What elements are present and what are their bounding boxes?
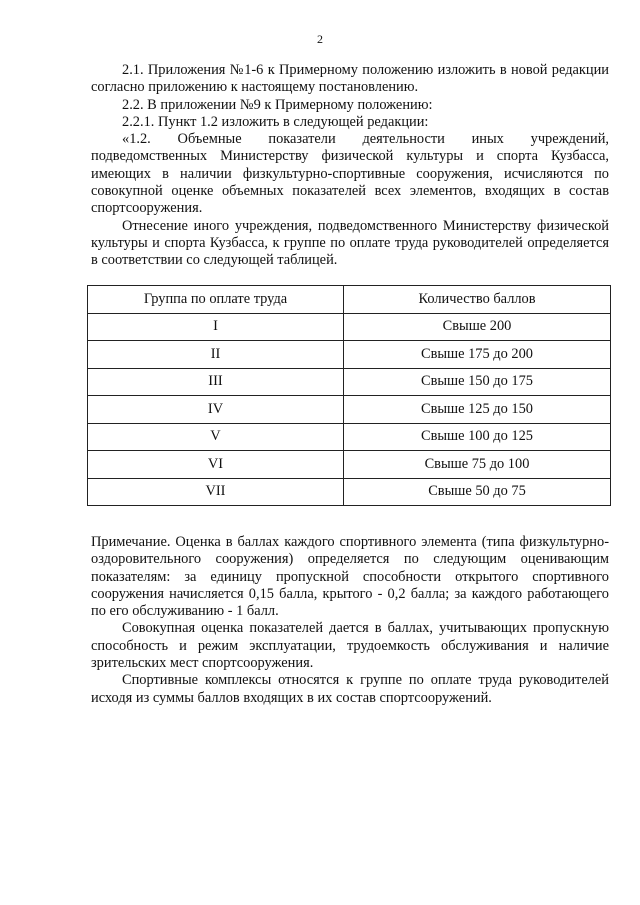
table-row bbox=[88, 451, 611, 479]
table-cell-points: Свыше 75 до 100 bbox=[344, 451, 611, 479]
paragraph-sport-complexes: Спортивные комплексы относятся к группе по оплате труда руководителей исходя из суммы баллов входящих в их состав спортсооружений. bbox=[91, 672, 609, 706]
table-row bbox=[88, 396, 611, 424]
page-number: 2 bbox=[317, 32, 323, 46]
table-cell-points: Свыше 125 до 150 bbox=[344, 396, 611, 424]
paragraph-note: Примечание. Оценка в баллах каждого спортивного элемента (типа физкультурно-оздоровительного сооружения) определяется по следующим оценивающим показателям: за единицу пропускной способности открытого спортивного сооружения начисляется 0,15 балла, крытого - 0,2 балла; за каждого работающего по его обслуживанию - 1 балл. bbox=[91, 534, 609, 620]
table-row bbox=[88, 313, 611, 341]
table-row bbox=[88, 368, 611, 396]
document-body-bottom bbox=[91, 534, 609, 707]
table-row bbox=[88, 423, 611, 451]
table-cell-group: II bbox=[88, 341, 344, 369]
document-body-top bbox=[91, 62, 609, 270]
table-cell-group: VI bbox=[88, 451, 344, 479]
table-cell-points: Свыше 50 до 75 bbox=[344, 478, 611, 506]
paragraph-2-2: 2.2. В приложении №9 к Примерному положению: bbox=[122, 96, 433, 113]
table-row bbox=[88, 478, 611, 506]
table-cell-points: Свыше 175 до 200 bbox=[344, 341, 611, 369]
table-cell-points: Свыше 200 bbox=[344, 313, 611, 341]
table-header-group: Группа по оплате труда bbox=[88, 286, 344, 314]
table-cell-points: Свыше 150 до 175 bbox=[344, 368, 611, 396]
paragraph-1-2-quote: «1.2. Объемные показатели деятельности иных учреждений, подведомственных Министерству физической культуры и спорта Кузбасса, имеющих в наличии физкультурно-спортивные сооружения, исчисляются по совокупной оценке объемных показателей всех элементов, входящих в состав спортсооружения. bbox=[91, 131, 609, 217]
pay-group-table bbox=[87, 285, 611, 506]
paragraph-assignment: Отнесение иного учреждения, подведомственного Министерству физической культуры и спорта Кузбасса, к группе по оплате труда руководителей определяется в соответствии со следующей таблицей. bbox=[91, 217, 609, 269]
table-header-row bbox=[88, 286, 611, 314]
table-cell-points: Свыше 100 до 125 bbox=[344, 423, 611, 451]
paragraph-2-2-1: 2.2.1. Пункт 1.2 изложить в следующей редакции: bbox=[122, 113, 429, 130]
table-cell-group: V bbox=[88, 423, 344, 451]
paragraph-2-1: 2.1. Приложения №1-6 к Примерному положению изложить в новой редакции согласно приложению к настоящему постановлению. bbox=[91, 62, 609, 96]
table-cell-group: I bbox=[88, 313, 344, 341]
paragraph-aggregate-score: Совокупная оценка показателей дается в баллах, учитывающих пропускную способность и режим эксплуатации, трудоемкость обслуживания и наличие зрительских мест спортсооружения. bbox=[91, 620, 609, 672]
table-header-points: Количество баллов bbox=[344, 286, 611, 314]
table-row bbox=[88, 341, 611, 369]
table-cell-group: IV bbox=[88, 396, 344, 424]
table-cell-group: III bbox=[88, 368, 344, 396]
table-cell-group: VII bbox=[88, 478, 344, 506]
